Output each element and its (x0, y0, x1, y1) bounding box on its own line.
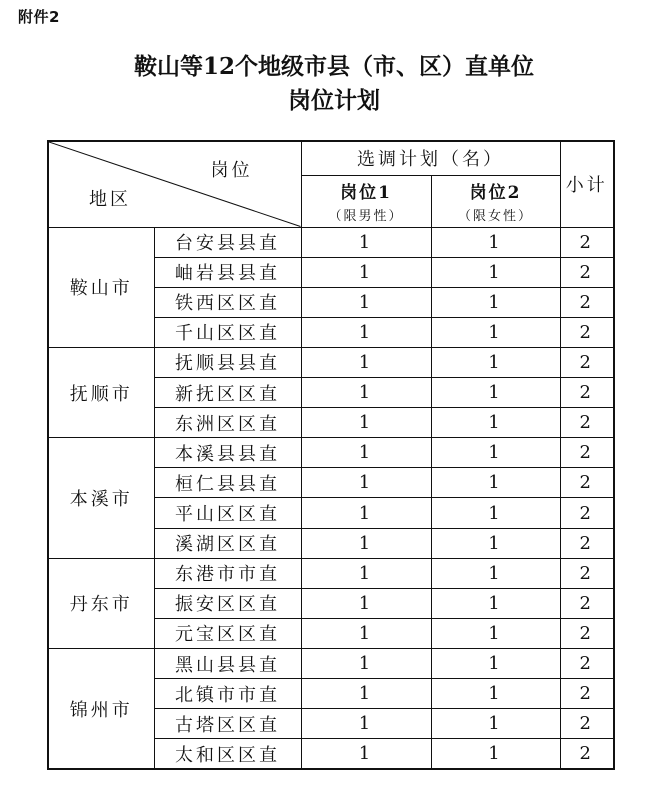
post1-count: 1 (301, 588, 431, 618)
post2-count: 1 (431, 408, 560, 438)
unit-name: 黑山县县直 (154, 649, 301, 679)
post1-note: （限男性） (328, 209, 404, 224)
post2-header (431, 175, 560, 227)
page-title: 鞍山等12个地级市县（市、区）直单位 (133, 53, 534, 80)
region-name: 鞍山市 (48, 227, 154, 347)
post2-count: 1 (431, 679, 560, 709)
page-subtitle: 岗位计划 (288, 87, 380, 114)
plan-table (47, 140, 615, 770)
post2-count: 1 (431, 618, 560, 648)
table-row (48, 649, 614, 679)
unit-name: 东洲区区直 (154, 408, 301, 438)
plan-header: 选调计划（名） (301, 141, 560, 175)
header-corner-cell (48, 141, 301, 227)
subtotal-count: 2 (560, 709, 614, 739)
subtotal-count: 2 (560, 347, 614, 377)
region-name: 锦州市 (48, 649, 154, 769)
corner-region-label: 地区 (89, 188, 131, 210)
attachment-label: 附件2 (18, 8, 60, 26)
post1-count: 1 (301, 558, 431, 588)
post2-count: 1 (431, 709, 560, 739)
post1-count: 1 (301, 347, 431, 377)
corner-post-label: 岗位 (210, 160, 253, 181)
unit-name: 太和区区直 (154, 739, 301, 769)
post1-count: 1 (301, 709, 431, 739)
post1-count: 1 (301, 227, 431, 257)
unit-name: 溪湖区区直 (154, 528, 301, 558)
subtotal-count: 2 (560, 438, 614, 468)
post1-count: 1 (301, 739, 431, 769)
post2-count: 1 (431, 498, 560, 528)
unit-name: 新抚区区直 (154, 378, 301, 408)
post1-count: 1 (301, 378, 431, 408)
unit-name: 台安县县直 (154, 227, 301, 257)
subtotal-count: 2 (560, 618, 614, 648)
unit-name: 本溪县县直 (154, 438, 301, 468)
post2-count: 1 (431, 468, 560, 498)
table-row (48, 347, 614, 377)
subtotal-count: 2 (560, 498, 614, 528)
subtotal-count: 2 (560, 317, 614, 347)
region-name: 丹东市 (48, 558, 154, 648)
subtotal-count: 2 (560, 378, 614, 408)
unit-name: 北镇市市直 (154, 679, 301, 709)
post2-count: 1 (431, 227, 560, 257)
post1-count: 1 (301, 438, 431, 468)
table-row (48, 438, 614, 468)
post1-count: 1 (301, 618, 431, 648)
post2-count: 1 (431, 558, 560, 588)
subtotal-header: 小计 (560, 141, 614, 227)
region-name: 本溪市 (48, 438, 154, 558)
unit-name: 铁西区区直 (154, 287, 301, 317)
post1-count: 1 (301, 408, 431, 438)
subtotal-count: 2 (560, 468, 614, 498)
plan-table-body (48, 227, 614, 769)
post1-label: 岗位1 (340, 183, 392, 203)
table-row (48, 558, 614, 588)
subtotal-count: 2 (560, 227, 614, 257)
post2-count: 1 (431, 588, 560, 618)
post2-count: 1 (431, 347, 560, 377)
post1-count: 1 (301, 498, 431, 528)
subtotal-count: 2 (560, 257, 614, 287)
post2-count: 1 (431, 378, 560, 408)
subtotal-count: 2 (560, 588, 614, 618)
unit-name: 桓仁县县直 (154, 468, 301, 498)
post1-count: 1 (301, 257, 431, 287)
post2-count: 1 (431, 739, 560, 769)
post1-header (301, 175, 431, 227)
unit-name: 振安区区直 (154, 588, 301, 618)
post2-label: 岗位2 (469, 183, 522, 203)
corner-diagonal-line (49, 142, 301, 227)
unit-name: 岫岩县县直 (154, 257, 301, 287)
post2-count: 1 (431, 317, 560, 347)
table-row (48, 227, 614, 257)
post1-count: 1 (301, 649, 431, 679)
post2-note: （限女性） (457, 209, 533, 224)
unit-name: 古塔区区直 (154, 709, 301, 739)
post1-count: 1 (301, 317, 431, 347)
subtotal-count: 2 (560, 679, 614, 709)
subtotal-count: 2 (560, 287, 614, 317)
post1-count: 1 (301, 679, 431, 709)
subtotal-count: 2 (560, 408, 614, 438)
unit-name: 抚顺县县直 (154, 347, 301, 377)
subtotal-count: 2 (560, 558, 614, 588)
post2-count: 1 (431, 438, 560, 468)
unit-name: 元宝区区直 (154, 618, 301, 648)
post2-count: 1 (431, 528, 560, 558)
unit-name: 平山区区直 (154, 498, 301, 528)
subtotal-count: 2 (560, 528, 614, 558)
unit-name: 东港市市直 (154, 558, 301, 588)
post1-count: 1 (301, 287, 431, 317)
unit-name: 千山区区直 (154, 317, 301, 347)
region-name: 抚顺市 (48, 347, 154, 437)
post1-count: 1 (301, 528, 431, 558)
post1-count: 1 (301, 468, 431, 498)
subtotal-count: 2 (560, 649, 614, 679)
post2-count: 1 (431, 287, 560, 317)
post2-count: 1 (431, 257, 560, 287)
post2-count: 1 (431, 649, 560, 679)
subtotal-count: 2 (560, 739, 614, 769)
